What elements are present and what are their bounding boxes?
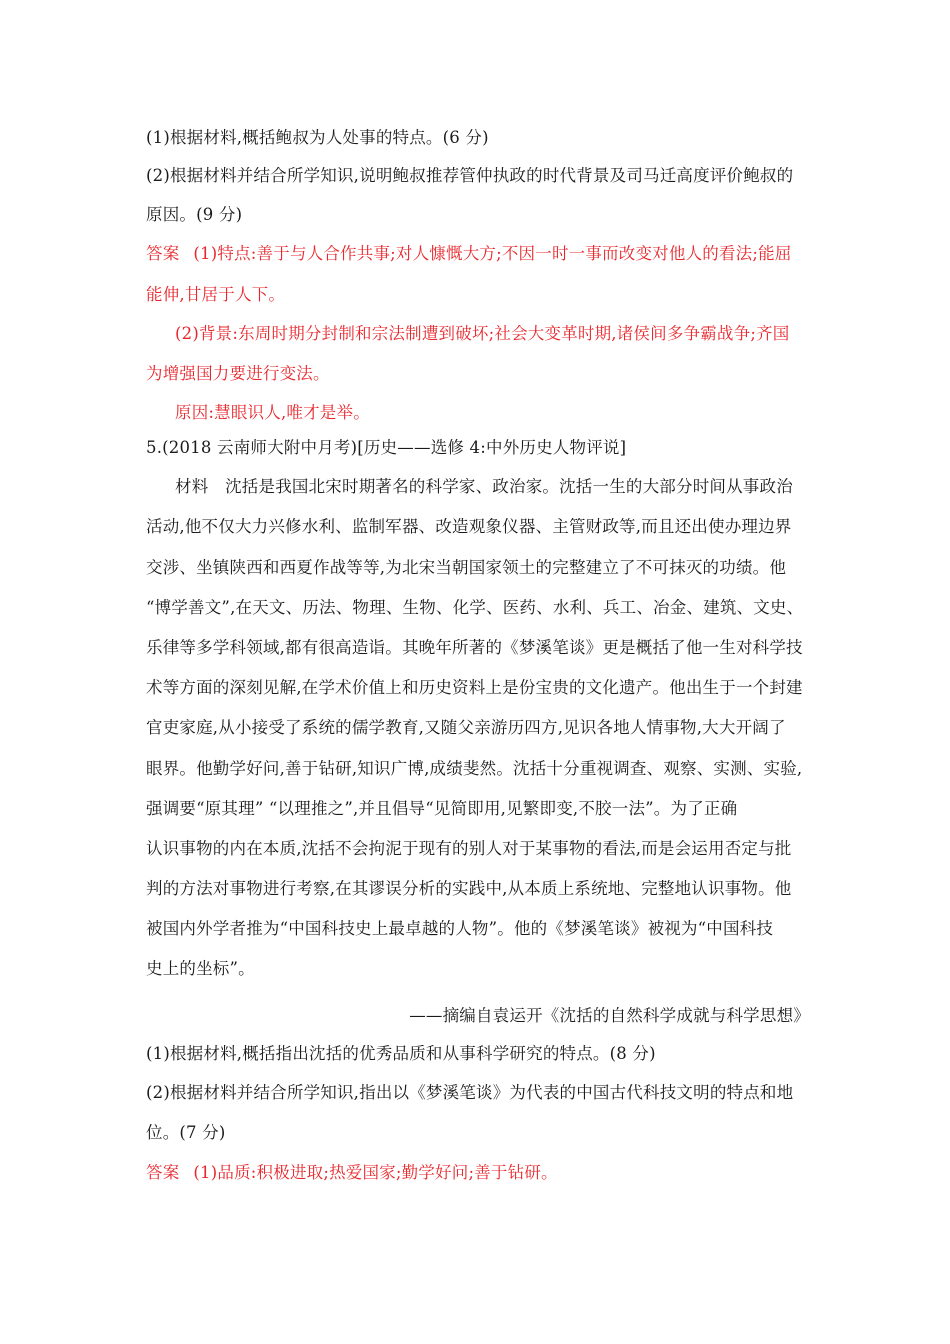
answer-line: 原因:慧眼识人,唯才是举。	[175, 403, 370, 422]
answer-label: 答案	[146, 244, 180, 263]
material-line: 被国内外学者推为“中国科技史上最卓越的人物”。他的《梦溪笔谈》被视为“中国科技	[146, 919, 774, 938]
answer-line	[146, 243, 816, 265]
material-line: 材料 沈括是我国北宋时期著名的科学家、政治家。沈括一生的大部分时间从事政治	[175, 477, 793, 496]
question-line: (1)根据材料,概括指出沈括的优秀品质和从事科学研究的特点。(8 分)	[146, 1044, 656, 1063]
material-line: 活动,他不仅大力兴修水利、监制军器、改造观象仪器、主管财政等,而且还出使办理边界	[146, 517, 792, 536]
question-line: (2)根据材料并结合所学知识,说明鲍叔推荐管仲执政的时代背景及司马迁高度评价鲍叔的	[146, 166, 794, 185]
answer-text: (1)品质:积极进取;热爱国家;勤学好问;善于钻研。	[193, 1163, 558, 1182]
material-line: 判的方法对事物进行考察,在其谬误分析的实践中,从本质上系统地、完整地认识事物。他	[146, 879, 792, 898]
material-source: ——摘编自袁运开《沈括的自然科学成就与科学思想》	[409, 1006, 810, 1025]
question-line: (2)根据材料并结合所学知识,指出以《梦溪笔谈》为代表的中国古代科技文明的特点和地	[146, 1083, 794, 1102]
material-line: 眼界。他勤学好问,善于钻研,知识广博,成绩斐然。沈括十分重视调查、观察、实测、实验,	[146, 759, 803, 778]
material-line: 强调要“原其理” “以理推之”,并且倡导“见简即用,见繁即变,不胶一法”。为了正确	[146, 799, 738, 818]
material-line: 官吏家庭,从小接受了系统的儒学教育,又随父亲游历四方,见识各地人情事物,大大开阔了	[146, 718, 786, 737]
question-line: 原因。(9 分)	[146, 205, 243, 224]
material-line: 交涉、坐镇陕西和西夏作战等等,为北宋当朝国家领土的完整建立了不可抹灭的功绩。他	[146, 558, 787, 577]
material-line: “博学善文”,在天文、历法、物理、生物、化学、医药、水利、兵工、冶金、建筑、文史、	[146, 598, 804, 617]
material-line: 术等方面的深刻见解,在学术价值上和历史资料上是份宝贵的文化遗产。他出生于一个封建	[146, 678, 803, 697]
answer-line: (2)背景:东周时期分封制和宗法制遭到破坏;社会大变革时期,诸侯间多争霸战争;齐国	[175, 324, 790, 343]
material-line: 乐律等多学科领域,都有很高造诣。其晚年所著的《梦溪笔谈》更是概括了他一生对科学技	[146, 638, 803, 657]
material-line: 认识事物的内在本质,沈括不会拘泥于现有的别人对于某事物的看法,而是会运用否定与批	[146, 839, 792, 858]
answer-label: 答案	[146, 1163, 180, 1182]
question-heading: 5.(2018 云南师大附中月考)[历史——选修 4:中外历史人物评说]	[146, 438, 627, 457]
answer-line: 能伸,甘居于人下。	[146, 285, 286, 304]
question-line: (1)根据材料,概括鲍叔为人处事的特点。(6 分)	[146, 128, 489, 147]
answer-line: 为增强国力要进行变法。	[146, 364, 330, 383]
question-line: 位。(7 分)	[146, 1123, 226, 1142]
answer-line	[146, 1162, 816, 1184]
answer-text: (1)特点:善于与人合作共事;对人慷慨大方;不因一时一事而改变对他人的看法;能屈	[193, 244, 792, 263]
material-line: 史上的坐标”。	[146, 959, 255, 978]
